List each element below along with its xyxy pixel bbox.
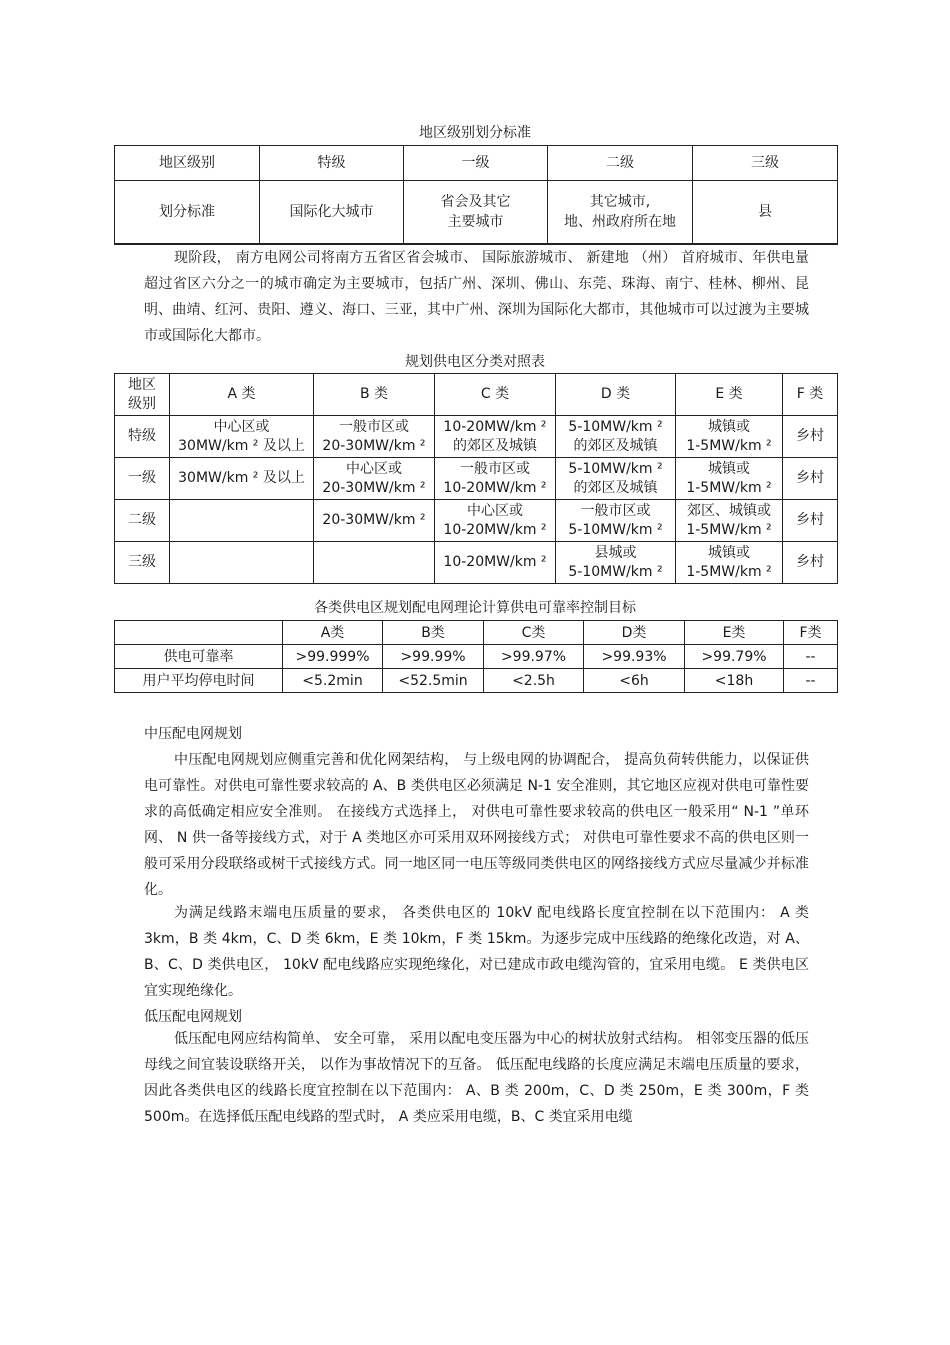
table-header-cell: 地区 级别 [115,374,170,416]
table-header-cell: B类 [383,621,484,645]
table-header-cell: C 类 [435,374,556,416]
table-cell: 30MW/km ² 及以上 [170,458,314,500]
table-header-cell [115,621,283,645]
table-cell: 特级 [115,416,170,458]
table-row [115,458,838,500]
table-cell: 10-20MW/km ² 的郊区及城镇 [435,416,556,458]
table-cell [170,500,314,542]
supply-zone-table [114,373,838,584]
mv-paragraph-1: 中压配电网规划应侧重完善和优化网架结构， 与上级电网的协调配合， 提高负荷转供能力，以保证供电可靠性。对供电可靠性要求较高的 A、B 类供电区必须满足 N-1 安全准则，其它地区应视对供电可靠性要求的高低确定相应安全准则。 在接线方式选择上， 对供电可靠性要求较高的供电区一般采用“ N-1 ”单环网、 N 供一备等接线方式，对于 A 类地区亦可采用双环网接线方式； 对供电可靠性要求不高的供电区则一般可采用分段联络或树干式接线方式。同一地区同一电压等级同类供电区的网络接线方式应尽量减少并标准化。 [144,752,809,898]
table-cell: -- [784,645,838,669]
table-cell: 乡村 [783,542,838,584]
table-cell: <18h [685,669,784,693]
table-cell: 中心区或 20-30MW/km ² [314,458,435,500]
table-header-cell: 一级 [404,146,548,181]
table-header-cell: 地区级别 [115,146,260,181]
table-cell: 城镇或 1-5MW/km ² [676,416,783,458]
table-cell: 10-20MW/km ² [435,542,556,584]
table2-caption: 规划供电区分类对照表 [405,354,545,370]
table-cell: 郊区、城镇或 1-5MW/km ² [676,500,783,542]
table-cell [314,542,435,584]
table-row [115,542,838,584]
table-cell: 一般市区或 5-10MW/km ² [556,500,676,542]
table-cell: 20-30MW/km ² [314,500,435,542]
table-cell: 一般市区或 10-20MW/km ² [435,458,556,500]
table-cell: 用户平均停电时间 [115,669,283,693]
table-header-cell: 二级 [548,146,693,181]
table-cell: 城镇或 1-5MW/km ² [676,458,783,500]
table-cell: 乡村 [783,500,838,542]
table-cell: 一般市区或 20-30MW/km ² [314,416,435,458]
reliability-table [114,620,838,693]
table-cell: 二级 [115,500,170,542]
lv-paragraph-1: 低压配电网应结构简单、 安全可靠， 采用以配电变压器为中心的树状放射式结构。 相邻变压器的低压母线之间宜装设联络开关， 以作为事故情况下的互备。 低压配电线路的长度应满足末端电压质量的要求， 因此各类供电区的线路长度宜控制在以下范围内： A、B 类 200m，C、D 类 250m，E 类 300m，F 类 500m。在选择低压配电线路的型式时， A 类应采用电缆，B、C 类宜采用电缆 [144,1031,809,1125]
table-cell: 其它城市, 地、州政府所在地 [548,181,693,245]
table-header-cell: A 类 [170,374,314,416]
table-header-cell: B 类 [314,374,435,416]
table-cell: 5-10MW/km ² 的郊区及城镇 [556,458,676,500]
table-cell: 三级 [115,542,170,584]
table-cell: <5.2min [283,669,383,693]
table-cell [170,542,314,584]
table-cell: >99.99% [383,645,484,669]
reliability-table-body [115,621,838,693]
lv-heading: 低压配电网规划 [144,1009,242,1025]
table3-caption: 各类供电区规划配电网理论计算供电可靠率控制目标 [314,600,636,616]
table-row [115,416,838,458]
table-cell: 城镇或 1-5MW/km ² [676,542,783,584]
table-header-cell: E 类 [676,374,783,416]
table-row [115,669,838,693]
table-cell: 省会及其它 主要城市 [404,181,548,245]
table-cell: <52.5min [383,669,484,693]
table-cell: 中心区或 10-20MW/km ² [435,500,556,542]
supply-zone-table-body [115,374,838,584]
table-cell: >99.79% [685,645,784,669]
table-header-cell: F类 [784,621,838,645]
intro-paragraph: 现阶段， 南方电网公司将南方五省区省会城市、 国际旅游城市、 新建地 （州） 首府城市、年供电量超过省区六分之一的城市确定为主要城市，包括广州、深圳、佛山、东莞、珠海、南宁、桂林、柳州、昆明、曲靖、红河、贵阳、遵义、海口、三亚，其中广州、深圳为国际化大都市，其他城市可以过渡为主要城市或国际化大都市。 [144,250,809,344]
table-header-cell: 特级 [260,146,404,181]
table1-caption: 地区级别划分标准 [419,125,531,141]
table-header-cell: E类 [685,621,784,645]
table-header-cell: F 类 [783,374,838,416]
table-cell: >99.97% [484,645,584,669]
table-cell: 国际化大城市 [260,181,404,245]
table-header-cell: C类 [484,621,584,645]
table-cell: -- [784,669,838,693]
table-cell: 划分标准 [115,181,260,245]
table-row [115,645,838,669]
table-cell: 一级 [115,458,170,500]
table-row [115,500,838,542]
region-level-table [114,145,838,245]
table-cell: >99.93% [584,645,685,669]
table-cell: >99.999% [283,645,383,669]
table-header-cell: A类 [283,621,383,645]
table-cell: <2.5h [484,669,584,693]
table-cell: 乡村 [783,416,838,458]
table-cell: 5-10MW/km ² 的郊区及城镇 [556,416,676,458]
table-header-cell: D 类 [556,374,676,416]
table-cell: 县城或 5-10MW/km ² [556,542,676,584]
mv-paragraph-2: 为满足线路末端电压质量的要求， 各类供电区的 10kV 配电线路长度宜控制在以下范围内： A 类 3km，B 类 4km，C、D 类 6km，E 类 10km，F 类 15km。为逐步完成中压线路的绝缘化改造，对 A、B、C、D 类供电区， 10kV 配电线路应实现绝缘化，对已建成市政电缆沟管的，宜采用电缆。 E 类供电区宜实现绝缘化。 [144,905,809,999]
table-cell: 供电可靠率 [115,645,283,669]
mv-heading: 中压配电网规划 [144,726,242,742]
table-header-cell: 三级 [693,146,838,181]
table-cell: <6h [584,669,685,693]
table-header-cell: D类 [584,621,685,645]
table-cell: 中心区或 30MW/km ² 及以上 [170,416,314,458]
table-cell: 县 [693,181,838,245]
table-cell: 乡村 [783,458,838,500]
